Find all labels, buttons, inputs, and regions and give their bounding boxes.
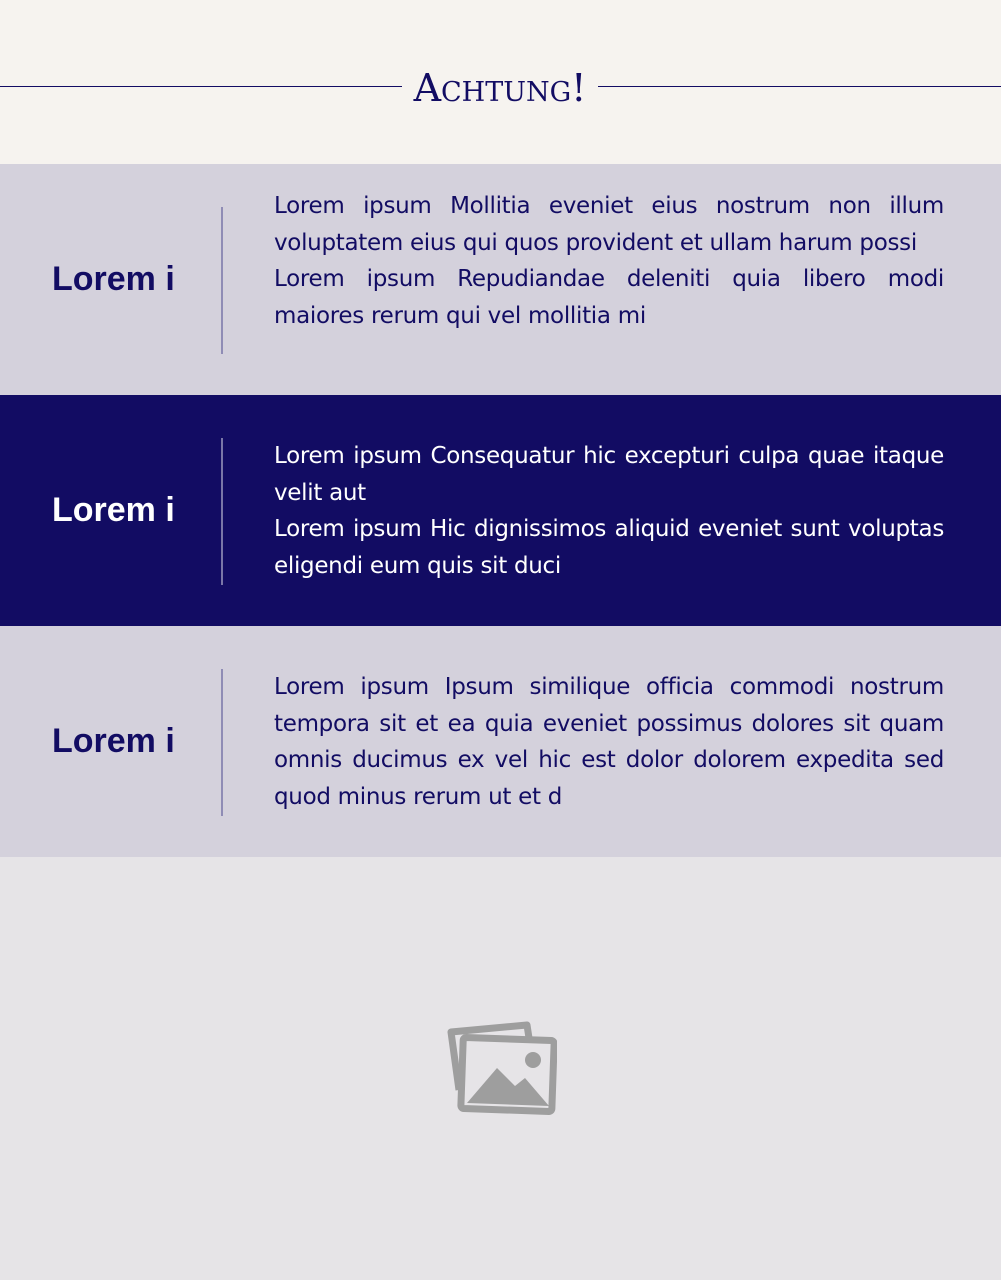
row-label: Lorem i [52,260,175,298]
info-row-2 [0,395,1001,626]
row-paragraph: Lorem ipsum Consequatur hic excepturi culpa quae itaque velit aut [274,443,944,506]
row-text [274,669,944,815]
row-label: Lorem i [52,722,175,760]
header-rule-left [0,86,402,87]
row-label: Lorem i [52,491,175,529]
header-rule-right [598,86,1001,87]
row-paragraph: Lorem ipsum Hic dignissimos aliquid eveniet sunt voluptas eligendi eum quis sit duci [274,516,944,579]
page-title: Achtung! [413,66,587,110]
row-text [274,188,944,334]
row-paragraph: Lorem ipsum Repudiandae deleniti quia libero modi maiores rerum qui vel mollitia mi [274,266,944,329]
row-divider [221,438,223,585]
row-divider [221,207,223,354]
row-divider [221,669,223,816]
row-text [274,438,944,584]
row-paragraph: Lorem ipsum Mollitia eveniet eius nostrum non illum voluptatem eius qui quos provident et ullam harum possi [274,193,944,256]
row-paragraph: Lorem ipsum Ipsum similique officia commodi nostrum tempora sit et ea quia eveniet possimus dolores sit quam omnis ducimus ex vel hic est dolor dolorem expedita sed quod minus rerum ut et d [274,674,944,810]
image-placeholder-icon [445,1020,557,1118]
header [0,0,1001,164]
info-row-1 [0,164,1001,395]
info-row-3 [0,626,1001,857]
